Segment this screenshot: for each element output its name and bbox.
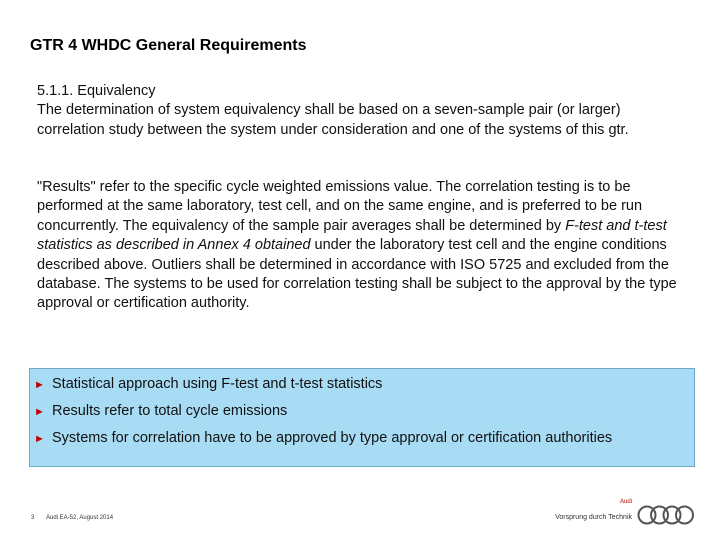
results-paragraph bbox=[37, 178, 677, 314]
results-text-part2: under the laboratory test cell and the engine conditions described above. Outliers shall be determined in accordance with ISO 5725 and excluded from the database. The systems to be used for correlation testing shall be subject to the approval by the type approval or certification authority. bbox=[37, 237, 677, 312]
footer-text: Audi EA-52, August 2014 bbox=[46, 515, 114, 521]
equivalency-body: The determination of system equivalency shall be based on a seven-sample pair (or larger) correlation study between the system under consideration and one of the systems of this gtr. bbox=[37, 102, 629, 138]
summary-callout-box bbox=[29, 368, 695, 467]
equivalency-paragraph bbox=[37, 82, 677, 140]
audi-rings-logo-icon bbox=[637, 504, 695, 526]
brand-name: Audi bbox=[619, 499, 632, 505]
bullet-arrow-icon: ► bbox=[34, 406, 45, 418]
bullet-arrow-icon: ► bbox=[34, 433, 45, 445]
summary-bullet-text: Systems for correlation have to be approved by type approval or certification authorities bbox=[52, 430, 613, 446]
page-number: 3 bbox=[31, 515, 35, 521]
summary-bullet-text: Statistical approach using F-test and t-test statistics bbox=[52, 376, 383, 392]
results-text-part1: "Results" refer to the specific cycle weighted emissions value. The correlation testing is to be performed at the same laboratory, test cell, and on the same engine, and is preferred to be run concurrently. The equivalency of the sample pair averages shall be determined by bbox=[37, 179, 643, 234]
summary-bullet bbox=[34, 403, 287, 419]
results-text-italic: F-test and t-test statistics as described in Annex 4 obtained bbox=[37, 217, 667, 254]
brand-slogan: Vorsprung durch Technik bbox=[555, 514, 632, 521]
equivalency-heading: 5.1.1. Equivalency bbox=[37, 83, 156, 99]
slide-title: GTR 4 WHDC General Requirements bbox=[30, 37, 307, 54]
summary-bullet-text: Results refer to total cycle emissions bbox=[52, 403, 288, 419]
summary-bullet bbox=[34, 430, 612, 446]
bullet-arrow-icon: ► bbox=[34, 379, 45, 391]
summary-bullet bbox=[34, 376, 382, 392]
